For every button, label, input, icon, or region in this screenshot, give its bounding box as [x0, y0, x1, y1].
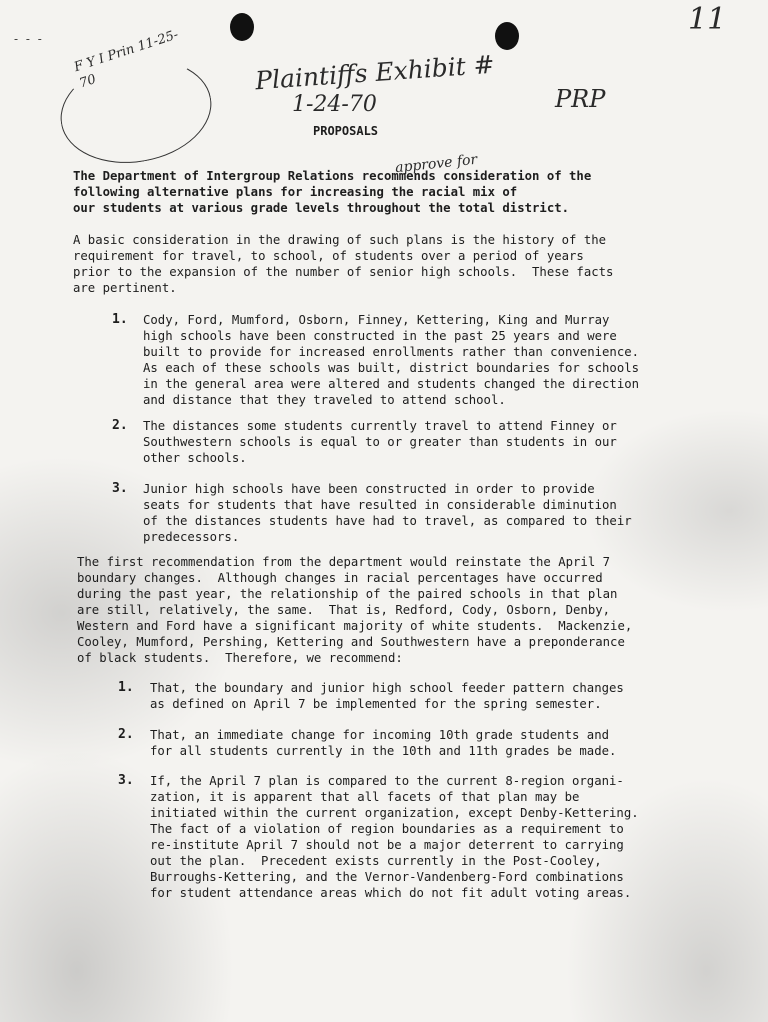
recommendation-text: If, the April 7 plan is compared to the current 8-region organi- zation, it is apparent that all facets of that plan may be initiated within the current organization, except Denby-Kettering. The fact of a violation of region boundaries as a requirement to re-institute April 7 should not be a major deterrent to carrying out the plan. Precedent exists currently in the Post-Cooley, Burroughs-Kettering, and the Vernor-Vandenberg-Ford combinations for student attendance areas which do not fit adult voting areas.	[150, 774, 639, 900]
handwritten-initials: PRP	[555, 85, 606, 113]
first-recommendation-paragraph: The first recommendation from the department would reinstate the April 7 boundary changes. Although changes in racial percentages have occurred during the past year, the relationship of the paired schools in that plan are still, relatively, the same. That is, Redford, Cody, Osborn, Denby, Western and Ford have a significant majority of white students. Mackenzie, Cooley, Mumford, Pershing, Kettering and Southwestern have a preponderance of black students. Therefore, we recommend:	[77, 555, 633, 665]
fact-text: The distances some students currently travel to attend Finney or Southwestern schools is equal to or greater than students in our other schools.	[143, 419, 617, 465]
fact-text: Junior high schools have been constructed in order to provide seats for students that have resulted in considerable diminution of the distances students have had to travel, as compared to their predecessors.	[143, 482, 632, 544]
fact-number: 2.	[112, 418, 128, 433]
fact-number: 1.	[112, 312, 128, 327]
document-title: PROPOSALS	[313, 124, 379, 138]
recommendation-text: That, an immediate change for incoming 10th grade students and for all students currently in the 10th and 11th grades be made.	[150, 728, 617, 758]
recommendation-number: 1.	[118, 680, 134, 695]
corner-handwritten-note: F Y I Prin 11-25-70	[72, 27, 181, 92]
handwritten-insertion: approve for	[394, 151, 478, 177]
punch-hole	[230, 13, 254, 41]
intro-paragraph: The Department of Intergroup Relations recommends consideration of the following alternative plans for increasing the racial mix of our students at various grade levels throughout the total district.	[73, 169, 592, 215]
punch-hole	[495, 22, 519, 50]
recommendation-text: That, the boundary and junior high school feeder pattern changes as defined on April 7 be implemented for the spring semester.	[150, 681, 624, 711]
recommendation-number: 2.	[118, 727, 134, 742]
dash-mark: - - -	[14, 32, 44, 46]
recommendation-number: 3.	[118, 773, 134, 788]
basic-consideration-paragraph: A basic consideration in the drawing of such plans is the history of the requirement for travel, to school, of students over a period of years prior to the expansion of the number of senior high schools. These facts are pertinent.	[73, 233, 614, 295]
exhibit-label: Plaintiffs Exhibit #	[254, 49, 496, 96]
fact-text: Cody, Ford, Mumford, Osborn, Finney, Kettering, King and Murray high schools have been constructed in the past 25 years and were built to provide for increased enrollments rather than convenience. As each of these schools was built, district boundaries for schools in the general area were altered and students changed the direction and distance that they traveled to attend school.	[143, 313, 640, 407]
fact-number: 3.	[112, 481, 128, 496]
handwritten-page-number: 11	[688, 2, 727, 37]
exhibit-date: 1-24-70	[292, 92, 377, 117]
